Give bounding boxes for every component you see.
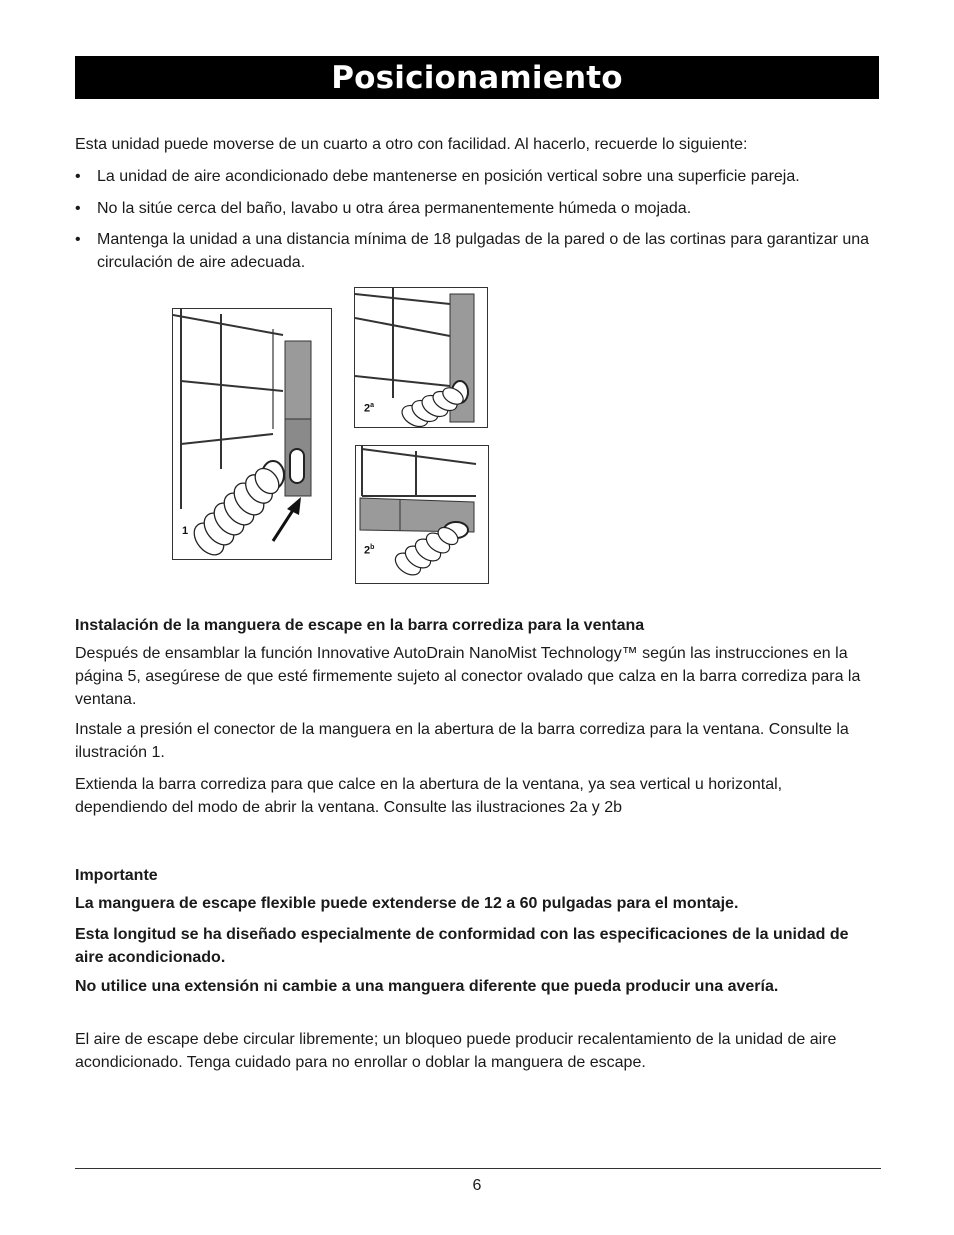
bullet-text: La unidad de aire acondicionado debe mantenerse en posición vertical sobre una superficie pareja. [97,168,800,185]
section-heading: Instalación de la manguera de escape en la barra corrediza para la ventana [75,617,645,634]
illustration-2b [355,445,489,584]
figure-2b-label [364,544,374,557]
illustration-2a [354,287,488,428]
bullet-dot: • [75,200,81,217]
figure-2a-superscript: a [370,402,375,409]
section-paragraph: Extienda la barra corrediza para que calce en la abertura de la ventana, ya sea vertical u horizontal, dependiendo del modo de abrir la ventana. Consulte las ilustraciones 2a y 2b [75,776,783,816]
closing-paragraph: El aire de escape debe circular libremente; un bloqueo puede producir recalentamiento de la unidad de aire acondicionado. Tenga cuidado para no enrollar o doblar la manguera de escape. [75,1031,837,1071]
bullet-item [75,228,880,274]
important-heading: Importante [75,867,158,884]
section-paragraph: Instale a presión el conector de la manguera en la abertura de la barra corrediza para la ventana. Consulte la ilustración 1. [75,721,849,761]
bullet-text: Mantenga la unidad a una distancia mínima de 18 pulgadas de la pared o de las cortinas para garantizar una circulación de aire adecuada. [97,231,870,271]
page-title-bar [75,56,879,99]
figure-2b-number: 2 [364,544,371,557]
footer-divider [75,1168,881,1169]
figure-2a-number: 2 [364,402,371,415]
bullet-dot: • [75,168,81,185]
page-number: 6 [472,1177,482,1194]
illustration-1-drawing [173,309,331,559]
illustration-2a-drawing [355,288,487,427]
bullet-dot: • [75,231,81,248]
page-title: Posicionamiento [331,59,623,96]
important-line: No utilice una extensión ni cambie a una manguera diferente que pueda producir una avería. [75,978,779,995]
figure-2b-superscript: b [370,544,375,551]
section-paragraph: Después de ensamblar la función Innovative AutoDrain NanoMist Technology™ según las instrucciones en la página 5, asegúrese de que esté firmemente sujeto al conector ovalado que calza en la barra corrediza para la ventana. [75,645,861,708]
illustration-1 [172,308,332,560]
figure-2a-label [364,402,374,415]
bullet-text: No la sitúe cerca del baño, lavabo u otra área permanentemente húmeda o mojada. [97,200,692,217]
bullet-item [75,197,880,220]
bullet-item [75,165,880,188]
important-line: La manguera de escape flexible puede extenderse de 12 a 60 pulgadas para el montaje. [75,895,739,912]
illustration-2b-drawing [356,446,488,583]
figure-1-label: 1 [182,525,189,537]
intro-paragraph: Esta unidad puede moverse de un cuarto a otro con facilidad. Al hacerlo, recuerde lo siguiente: [75,136,748,153]
important-line: Esta longitud se ha diseñado especialmente de conformidad con las especificaciones de la unidad de aire acondicionado. [75,926,849,966]
